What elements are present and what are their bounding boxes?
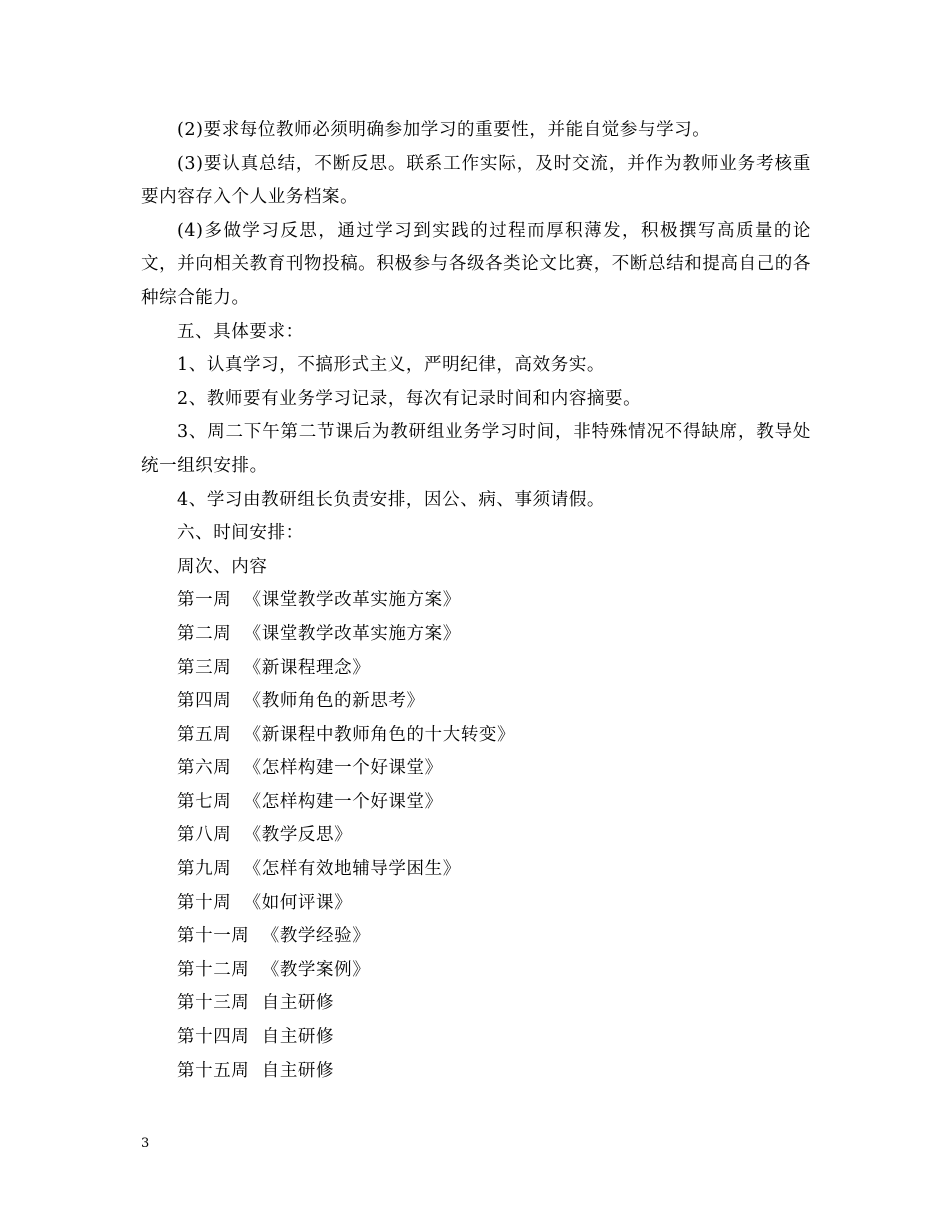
schedule-row: 第七周 《怎样构建一个好课堂》	[177, 791, 443, 812]
schedule-row: 第六周 《怎样构建一个好课堂》	[177, 758, 443, 779]
schedule-row: 第三周 《新课程理念》	[177, 657, 371, 678]
paragraph-item-3: 3、周二下午第二节课后为教研组业务学习时间，非特殊情况不得缺席，教导处统一组织安排。	[141, 422, 811, 476]
paragraph-item-1: 1、认真学习，不搞形式主义，严明纪律，高效务实。	[177, 355, 606, 376]
schedule-row: 第十二周 《教学案例》	[177, 959, 371, 980]
schedule-row: 第四周 《教师角色的新思考》	[177, 691, 425, 712]
paragraph-requirement-3: (3)要认真总结，不断反思。联系工作实际，及时交流，并作为教师业务考核重要内容存入个人业务档案。	[141, 153, 811, 208]
schedule-row: 第十一周 《教学经验》	[177, 926, 371, 947]
schedule-header: 周次、内容	[177, 556, 268, 577]
schedule-row: 第十三周 自主研修	[177, 993, 335, 1014]
schedule-row: 第一周 《课堂教学改革实施方案》	[177, 590, 461, 611]
schedule-row: 第九周 《怎样有效地辅导学困生》	[177, 859, 461, 880]
paragraph-requirement-2: (2)要求每位教师必须明确参加学习的重要性，并能自觉参与学习。	[177, 120, 711, 140]
paragraph-item-2: 2、教师要有业务学习记录，每次有记录时间和内容摘要。	[177, 388, 642, 409]
section-heading-specific-requirements: 五、具体要求：	[177, 321, 304, 342]
schedule-row: 第十四周 自主研修	[177, 1027, 335, 1048]
document-body	[141, 114, 811, 1088]
schedule-row: 第十周 《如何评课》	[177, 892, 353, 913]
paragraph-requirement-4: (4)多做学习反思，通过学习到实践的过程而厚积薄发，积极撰写高质量的论文，并向相关教育刊物投稿。积极参与各级各类论文比赛，不断总结和提高自己的各种综合能力。	[141, 220, 811, 308]
schedule-row: 第十五周 自主研修	[177, 1060, 335, 1081]
schedule-row: 第八周 《教学反思》	[177, 825, 353, 846]
schedule-row: 第二周 《课堂教学改革实施方案》	[177, 623, 461, 644]
paragraph-item-4: 4、学习由教研组长负责安排，因公、病、事须请假。	[177, 489, 606, 510]
section-heading-time-schedule: 六、时间安排：	[177, 523, 304, 544]
page-number: 3	[141, 1136, 150, 1151]
schedule-row: 第五周 《新课程中教师角色的十大转变》	[177, 724, 516, 745]
